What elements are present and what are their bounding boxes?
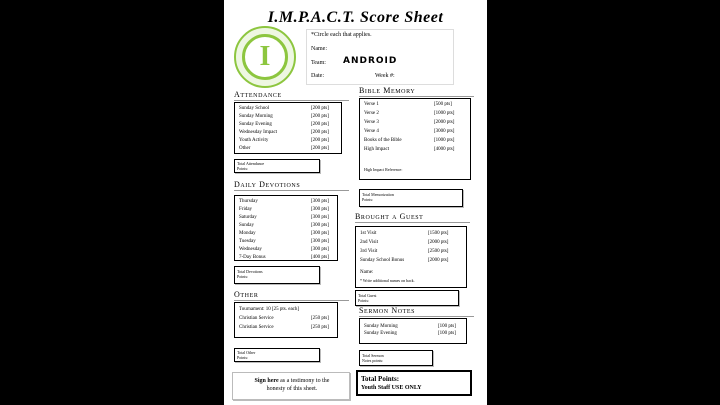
devotions-total-box: Total Devotions Points: (234, 266, 320, 284)
attendance-row-label: Wednesday Impact (239, 130, 278, 135)
bible-row-points: [3000 pts] (434, 129, 455, 134)
devotion-row-label: 7-Day Bonus (239, 255, 266, 260)
bible-row-label: Verse 1 (364, 102, 379, 107)
attendance-row-points: [200 pts] (311, 146, 329, 151)
bible-memory-box (359, 98, 471, 180)
guest-name-label: Name: (360, 270, 374, 275)
guest-row-label: 3rd Visit (360, 249, 378, 254)
sign-here-label: Sign here (254, 378, 279, 384)
attendance-row-label: Youth Activity (239, 138, 269, 143)
week-label: Week #: (375, 73, 395, 79)
guest-header: Brought a Guest (355, 212, 424, 221)
guest-row-points: [2000 pts] (428, 258, 449, 263)
bible-row-points: [2000 pts] (434, 120, 455, 125)
bible-row-label: Books of the Bible (364, 138, 402, 143)
logo-letter: I (259, 41, 271, 72)
other-row-points: [250 pts] (311, 325, 329, 330)
memorization-total-box: Total Memorization Points: (359, 189, 463, 207)
attendance-row-points: [200 pts] (311, 106, 329, 111)
other-row-points: [250 pts] (311, 316, 329, 321)
attendance-row-points: [200 pts] (311, 138, 329, 143)
devotion-row-label: Thursday (239, 199, 258, 204)
name-label: Name: (311, 46, 327, 52)
sermon-row-points: [100 pts] (438, 324, 456, 329)
bible-row-points: [1000 pts] (434, 138, 455, 143)
date-label: Date: (311, 73, 324, 79)
other-box (234, 302, 338, 338)
guest-row-label: 2nd Visit (360, 240, 379, 245)
attendance-header: Attendance (234, 90, 282, 99)
devotion-row-label: Sunday (239, 223, 254, 228)
sermon-row-label: Sunday Morning (364, 324, 398, 329)
high-impact-reference: High Impact Reference: (364, 167, 403, 172)
devotion-row-label: Friday (239, 207, 253, 212)
total-points-box (356, 370, 472, 396)
other-header: Other (234, 290, 259, 299)
devotions-box (234, 195, 338, 261)
bible-row-label: Verse 4 (364, 129, 379, 134)
attendance-row-label: Sunday Evening (239, 122, 272, 127)
sermon-notes-box (359, 318, 467, 344)
guest-row-label: Sunday School Bonus (360, 258, 405, 263)
team-label: Team: (311, 60, 326, 66)
bible-row-label: Verse 2 (364, 111, 379, 116)
devotion-row-label: Monday (239, 231, 256, 236)
devotion-row-points: [300 pts] (311, 207, 329, 212)
total-points-label: Total Points: (361, 375, 400, 383)
bible-row-points: [1000 pts] (434, 111, 455, 116)
guest-total-box: Total Guest Points: (355, 290, 459, 306)
sermon-row-label: Sunday Evening (364, 331, 397, 336)
circle-instruction: *Circle each that applies. (311, 32, 372, 38)
bible-row-label: High Impact (364, 147, 390, 152)
sermon-total-box: Total Sermon Notes points: (359, 350, 433, 366)
guest-row-points: [2000 pts] (428, 240, 449, 245)
sermon-notes-header: Sermon Notes (359, 306, 416, 315)
bible-row-label: Verse 3 (364, 120, 379, 125)
guest-note: * Write additional names on back. (360, 278, 415, 283)
guest-row-points: [1500 pts] (428, 231, 449, 236)
attendance-box (234, 102, 342, 154)
attendance-row-label: Other (239, 146, 251, 151)
other-total-box: Total Other Points: (234, 348, 320, 362)
other-row-label: Christian Service (239, 316, 274, 321)
attendance-row-points: [200 pts] (311, 114, 329, 119)
guest-row-label: 1st Visit (360, 231, 377, 236)
other-row-label: Tournament: 10 [25 pts. each] (239, 307, 300, 312)
devotion-row-points: [300 pts] (311, 239, 329, 244)
devotion-row-points: [300 pts] (311, 231, 329, 236)
devotion-row-label: Tuesday (239, 239, 256, 244)
devotion-row-label: Wednesday (239, 247, 262, 252)
sermon-row-points: [100 pts] (438, 331, 456, 336)
attendance-row-points: [200 pts] (311, 130, 329, 135)
devotion-row-points: [300 pts] (311, 199, 329, 204)
attendance-row-label: Sunday School (239, 106, 270, 111)
devotion-row-points: [300 pts] (311, 223, 329, 228)
youth-staff-label: Youth Staff USE ONLY (361, 385, 422, 391)
sheet-title: I.M.P.A.C.T. Score Sheet (267, 9, 444, 26)
attendance-total-box: Total Attendance Points: (234, 159, 320, 173)
info-box (306, 29, 454, 85)
attendance-row-label: Sunday Morning (239, 114, 273, 119)
devotion-row-points: [300 pts] (311, 215, 329, 220)
score-sheet (224, 0, 487, 405)
team-value: ANDROID (343, 56, 398, 66)
bible-memory-header: Bible Memory (359, 86, 416, 95)
devotion-row-points: [300 pts] (311, 247, 329, 252)
guest-row-points: [2500 pts] (428, 249, 449, 254)
attendance-row-points: [200 pts] (311, 122, 329, 127)
impact-logo (234, 26, 296, 88)
bible-row-points: [4000 pts] (434, 147, 455, 152)
bible-row-points: [500 pts] (434, 102, 452, 107)
signature-box: Sign here as a testimony to the honesty of this sheet. (232, 372, 350, 400)
devotions-header: Daily Devotions (234, 180, 301, 189)
devotion-row-label: Saturday (239, 215, 257, 220)
guest-box (355, 226, 467, 288)
other-row-label: Christian Service (239, 325, 274, 330)
devotion-row-points: [400 pts] (311, 255, 329, 260)
